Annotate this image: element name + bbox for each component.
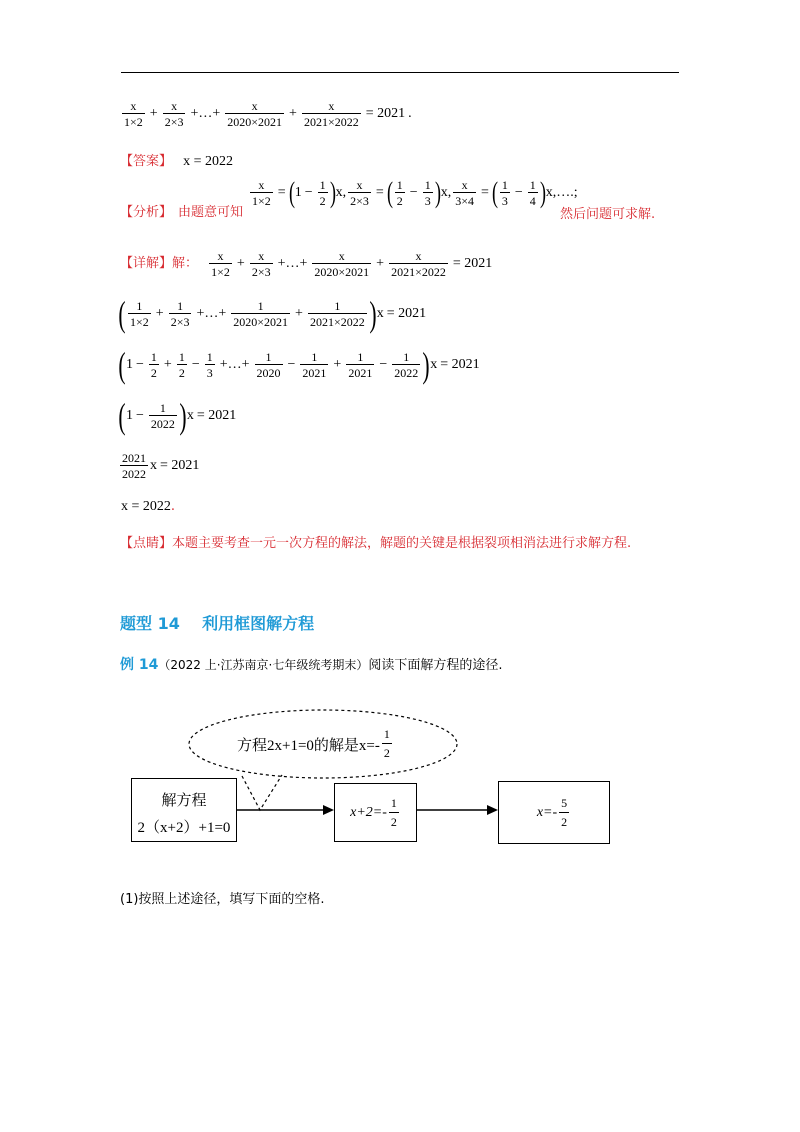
fraction: $\frac{x}{2021\times 2022}$ bbox=[303, 99, 359, 129]
analysis-lead: 由题意可知 bbox=[178, 205, 244, 220]
example-label: 例 14 bbox=[120, 657, 159, 673]
analysis-tag: 【分析】 bbox=[120, 205, 173, 220]
header-rule bbox=[121, 72, 679, 73]
answer-tag: 【答案】 bbox=[120, 154, 173, 169]
fraction: $\frac{x}{2020\times 2021}$ bbox=[227, 99, 283, 129]
detail-equation: $\frac{x}{1\times 2}$ + $\frac{x}{2\times 3}$ +…+ $\frac{x}{2020\times 2021}$ + $\frac{x}{2021\times 2022}$ = 2021 bbox=[211, 249, 493, 279]
step-final: x = 2022. bbox=[121, 499, 176, 514]
example-text: 阅读下面解方程的途径. bbox=[368, 658, 503, 673]
box-result: x=- $\frac{5}{2}$ bbox=[498, 781, 610, 844]
intro-equation: $\frac{x}{1\times 2}$ + $\frac{x}{2\times 3}$ +…+ $\frac{x}{2020\times 2021}$ + $\frac{x}{2021\times 2022}$ = 2021 . bbox=[124, 99, 412, 129]
bubble-text: 方程2x+1=0的解是x=- $\frac{1}{2}$ bbox=[237, 727, 390, 760]
step-4: (1 − $\frac{1}{2022}$ )x = 2021 bbox=[118, 396, 237, 436]
comment-text: 本题主要考查一元一次方程的解法，解题的关键是根据裂项相消法进行求解方程. bbox=[172, 536, 632, 551]
step-5: $\frac{2021}{2022}$ x = 2021 bbox=[122, 451, 200, 481]
analysis-pattern: $\frac{x}{1\times 2}$ = (1 − $\frac{1}{2}$ )x, $\frac{x}{2\times 3}$ = ( $\frac{1}{2}$ − $\frac{1}{3}$ )x, $\frac{x}{3\times 4}$ = ( $\frac{1}{3}$ − $\frac{1}{4}$ )x,….; bbox=[252, 176, 578, 209]
arrow-head-2 bbox=[487, 805, 498, 815]
answer-line bbox=[120, 150, 233, 169]
comment-line bbox=[120, 532, 631, 551]
detail-tag: 【详解】 bbox=[120, 256, 173, 272]
box1-line1: 解方程 bbox=[161, 791, 207, 809]
question-1: (1)按照上述途径，填写下面的空格. bbox=[120, 892, 325, 907]
example-line bbox=[120, 654, 502, 674]
detail-line bbox=[120, 250, 495, 278]
fraction: $\frac{x}{1\times 2}$ bbox=[124, 99, 143, 129]
box-solve-equation bbox=[131, 778, 237, 842]
detail-lead: 解： bbox=[172, 256, 199, 272]
arrow-head-1 bbox=[323, 805, 334, 815]
step-2: ( $\frac{1}{1\times 2}$ + $\frac{1}{2\times 3}$ +…+ $\frac{1}{2020\times 2021}$ + $\frac{1}{2021\times 2022}$ )x = 2021 bbox=[118, 294, 427, 334]
answer-value: x = 2022 bbox=[183, 154, 234, 169]
box-step-1: x+2=- $\frac{1}{2}$ bbox=[334, 783, 417, 842]
comment-tag: 【点睛】 bbox=[120, 536, 173, 551]
box1-line2: 2（x+2）+1=0 bbox=[137, 820, 231, 836]
step-3: (1 − $\frac{1}{2}$ + $\frac{1}{2}$ − $\frac{1}{3}$ +…+ $\frac{1}{2020}$ − $\frac{1}{2021}$ + $\frac{1}{2021}$ − $\frac{1}{2022}$ )x = 2021 bbox=[118, 345, 480, 385]
fraction: $\frac{x}{2\times 3}$ bbox=[164, 99, 184, 129]
bubble-tail bbox=[242, 775, 282, 810]
section-heading: 题型 14 利用框图解方程 bbox=[120, 614, 315, 633]
analysis-tail: 然后问题可求解. bbox=[560, 207, 656, 222]
example-source: （2022 上·江苏南京·七年级统考期末） bbox=[158, 658, 369, 672]
